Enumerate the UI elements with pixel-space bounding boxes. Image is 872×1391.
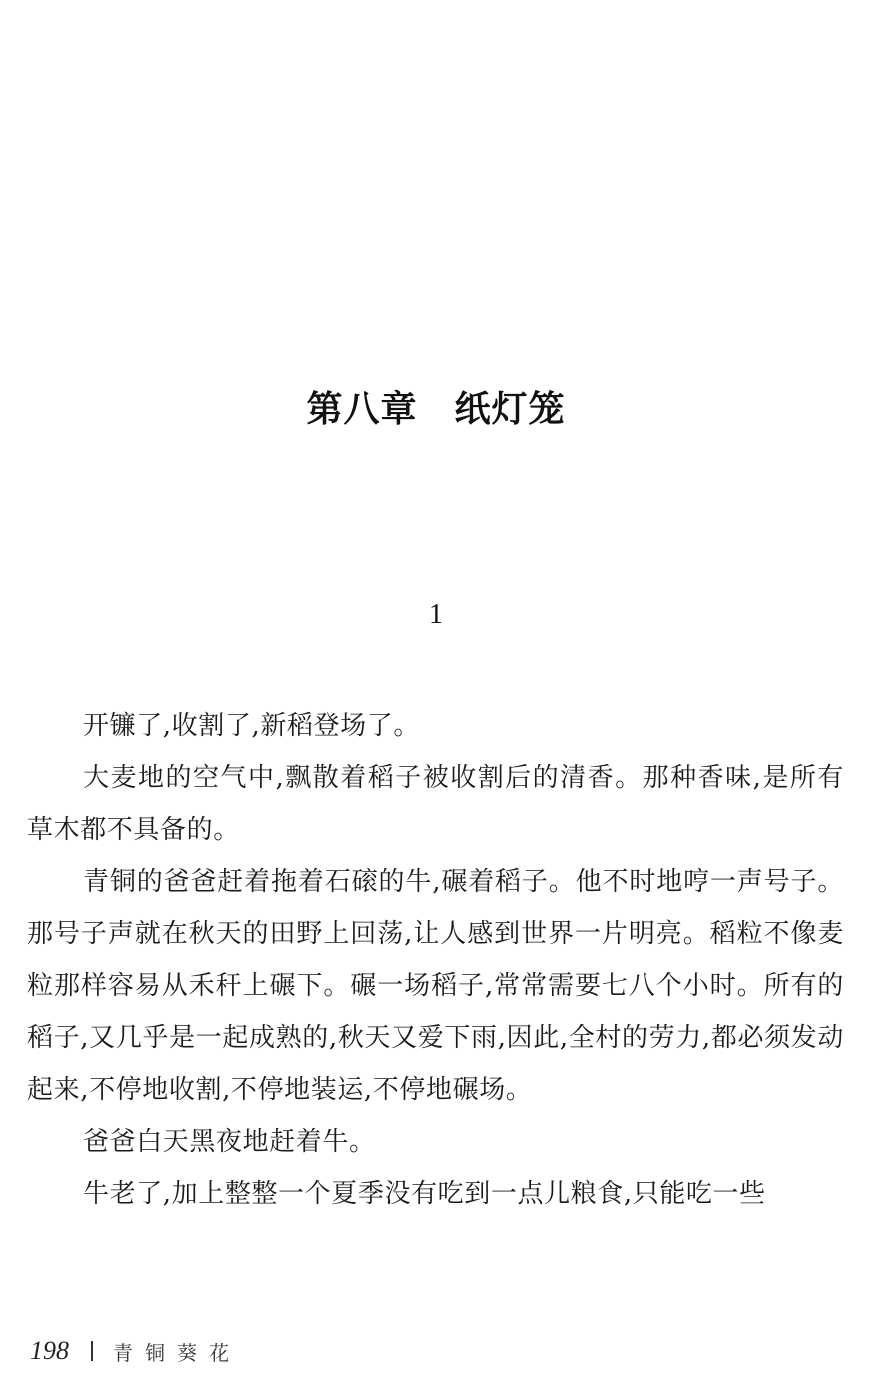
chapter-title: 第八章 纸灯笼 xyxy=(306,389,566,430)
body-text xyxy=(27,700,844,1220)
paragraph: 牛老了,加上整整一个夏季没有吃到一点儿粮食,只能吃一些 xyxy=(83,1179,766,1209)
paragraph: 爸爸白天黑夜地赶着牛。 xyxy=(83,1127,376,1157)
running-book-title: 青铜葵花 xyxy=(113,1340,241,1365)
section-number: 1 xyxy=(429,599,443,630)
paragraph: 青铜的爸爸赶着拖着石磙的牛,碾着稻子。他不时地哼一声号子。那号子声就在秋天的田野上回荡,让人感到世界一片明亮。稻粒不像麦粒那样容易从禾秆上碾下。碾一场稻子,常常需要七八个小时。所有的稻子,又几乎是一起成熟的,秋天又爱下雨,因此,全村的劳力,都必须发动起来,不停地收割,不停地装运,不停地碾场。 xyxy=(27,867,844,1105)
page-number: 198 xyxy=(30,1336,69,1365)
footer-divider xyxy=(91,1341,93,1361)
paragraph: 开镰了,收割了,新稻登场了。 xyxy=(83,711,420,741)
page-footer xyxy=(30,1333,241,1369)
paragraph: 大麦地的空气中,飘散着稻子被收割后的清香。那种香味,是所有草木都不具备的。 xyxy=(27,763,844,845)
